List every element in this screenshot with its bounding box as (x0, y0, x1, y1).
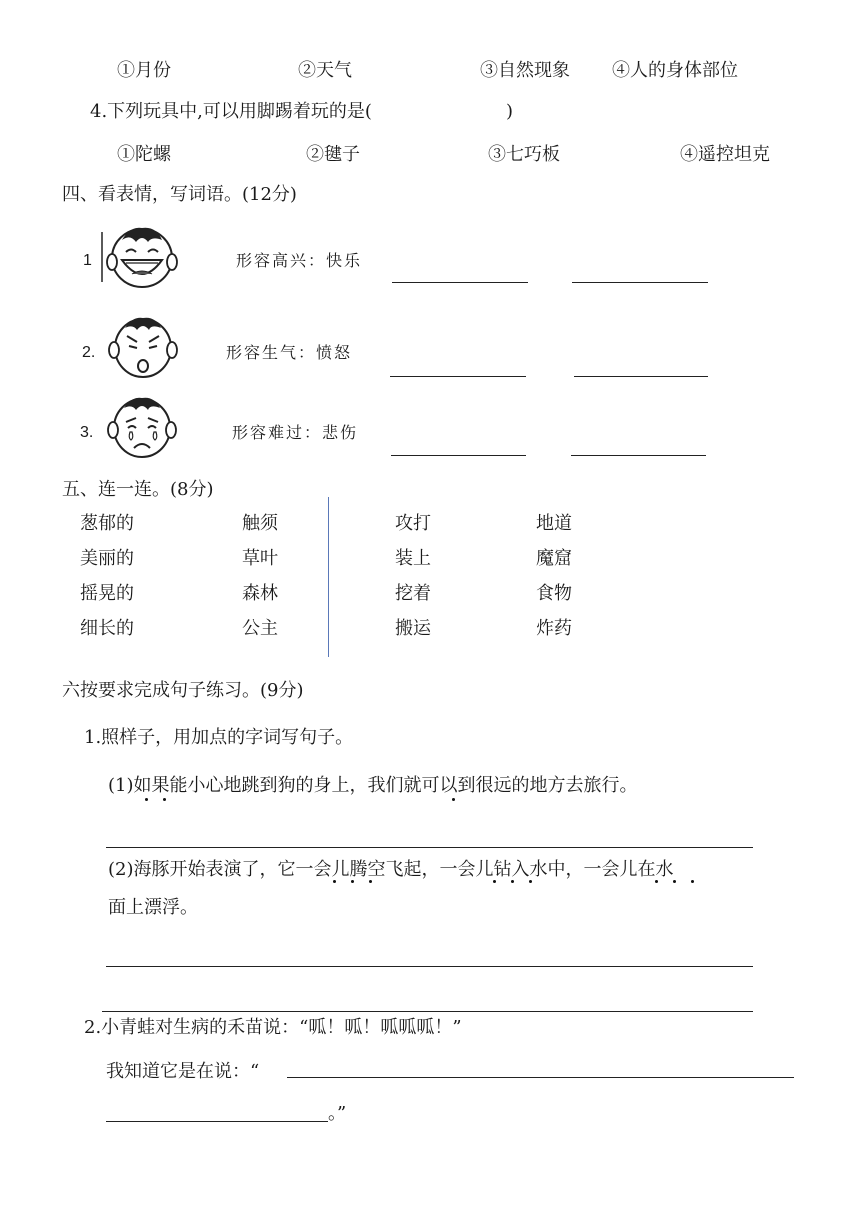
emphasis-dot (145, 798, 148, 801)
item-3-number: 3. (80, 424, 94, 441)
q2-answer-line-2[interactable] (106, 1121, 328, 1122)
match-left-b-1[interactable]: 触须 (242, 513, 278, 534)
q3-option-1: ①月份 (117, 60, 171, 81)
q4-option-2: ②毽子 (306, 144, 360, 165)
item-1-number: 1 (83, 252, 92, 269)
angry-face-icon (105, 312, 183, 384)
item-2-number: 2. (82, 344, 96, 361)
section-6-q1: 1.照样子，用加点的字词写句子。 (84, 727, 354, 748)
sentence-1-answer-line[interactable] (106, 847, 753, 848)
emphasis-dot (369, 880, 372, 883)
match-left-b-2[interactable]: 草叶 (242, 548, 278, 569)
q4-option-3: ③七巧板 (488, 144, 560, 165)
item-1-label: 形容高兴：快乐 (236, 251, 363, 270)
item-1-answer-line-2[interactable] (572, 282, 708, 283)
sentence-2-answer-line-2[interactable] (102, 1011, 753, 1012)
item-2-answer-line-1[interactable] (390, 376, 526, 377)
sentence-2-answer-line-1[interactable] (106, 966, 753, 967)
emphasis-dot (529, 880, 532, 883)
emphasis-dot (452, 798, 455, 801)
emphasis-dot (673, 880, 676, 883)
emphasis-dot (493, 880, 496, 883)
item-2-label: 形容生气：愤怒 (226, 343, 353, 362)
q4-option-4: ④遥控坦克 (680, 144, 770, 165)
q3-option-2: ②天气 (298, 60, 352, 81)
q2-answer-line-1[interactable] (287, 1077, 794, 1078)
item-1-answer-line-1[interactable] (392, 282, 528, 283)
match-right-a-3[interactable]: 挖着 (395, 583, 431, 604)
sentence-1: (1)如果能小心地跳到狗的身上，我们就可以到很远的地方去旅行。 (108, 775, 638, 796)
match-left-a-2[interactable]: 美丽的 (80, 548, 134, 569)
match-right-b-2[interactable]: 魔窟 (536, 548, 572, 569)
emphasis-dot (333, 880, 336, 883)
emphasis-dot (691, 880, 694, 883)
match-left-a-1[interactable]: 葱郁的 (80, 513, 134, 534)
match-left-b-3[interactable]: 森林 (242, 583, 278, 604)
q4-option-1: ①陀螺 (117, 144, 171, 165)
item-3-answer-line-1[interactable] (391, 455, 526, 456)
crying-face-icon (104, 392, 182, 464)
emphasis-dot (351, 880, 354, 883)
match-right-a-2[interactable]: 装上 (395, 548, 431, 569)
q3-option-3: ③自然现象 (480, 60, 570, 81)
match-left-a-3[interactable]: 摇晃的 (80, 583, 134, 604)
item-3-answer-line-2[interactable] (571, 455, 706, 456)
section-6-title: 六按要求完成句子练习。(9分) (62, 680, 304, 701)
match-right-b-1[interactable]: 地道 (536, 513, 572, 534)
match-right-b-4[interactable]: 炸药 (536, 618, 572, 639)
q2-end-quote: 。” (328, 1103, 347, 1124)
item-2-answer-line-2[interactable] (574, 376, 708, 377)
match-divider (328, 497, 329, 657)
section-6-q2: 2.小青蛙对生病的禾苗说：“呱！呱！呱呱呱！” (84, 1017, 462, 1038)
item-3-label: 形容难过：悲伤 (232, 423, 359, 442)
match-left-a-4[interactable]: 细长的 (80, 618, 134, 639)
emphasis-dot (655, 880, 658, 883)
q4-stem: 4.下列玩具中,可以用脚踢着玩的是( (90, 101, 372, 122)
match-right-a-1[interactable]: 攻打 (395, 513, 431, 534)
q4-close-paren: ) (506, 101, 514, 122)
section-5-title: 五、连一连。(8分) (62, 479, 214, 500)
sentence-2-line-2: 面上漂浮。 (108, 897, 198, 918)
laughing-face-icon (100, 222, 184, 294)
q3-option-4: ④人的身体部位 (612, 60, 738, 81)
sentence-2-line-1: (2)海豚开始表演了，它一会儿腾空飞起，一会儿钻入水中，一会儿在水 (108, 859, 674, 880)
match-left-b-4[interactable]: 公主 (242, 618, 278, 639)
emphasis-dot (163, 798, 166, 801)
match-right-b-3[interactable]: 食物 (536, 583, 572, 604)
emphasis-dot (511, 880, 514, 883)
match-right-a-4[interactable]: 搬运 (395, 618, 431, 639)
q2-prompt: 我知道它是在说：“ (106, 1061, 260, 1082)
section-4-title: 四、看表情，写词语。(12分) (62, 184, 297, 205)
